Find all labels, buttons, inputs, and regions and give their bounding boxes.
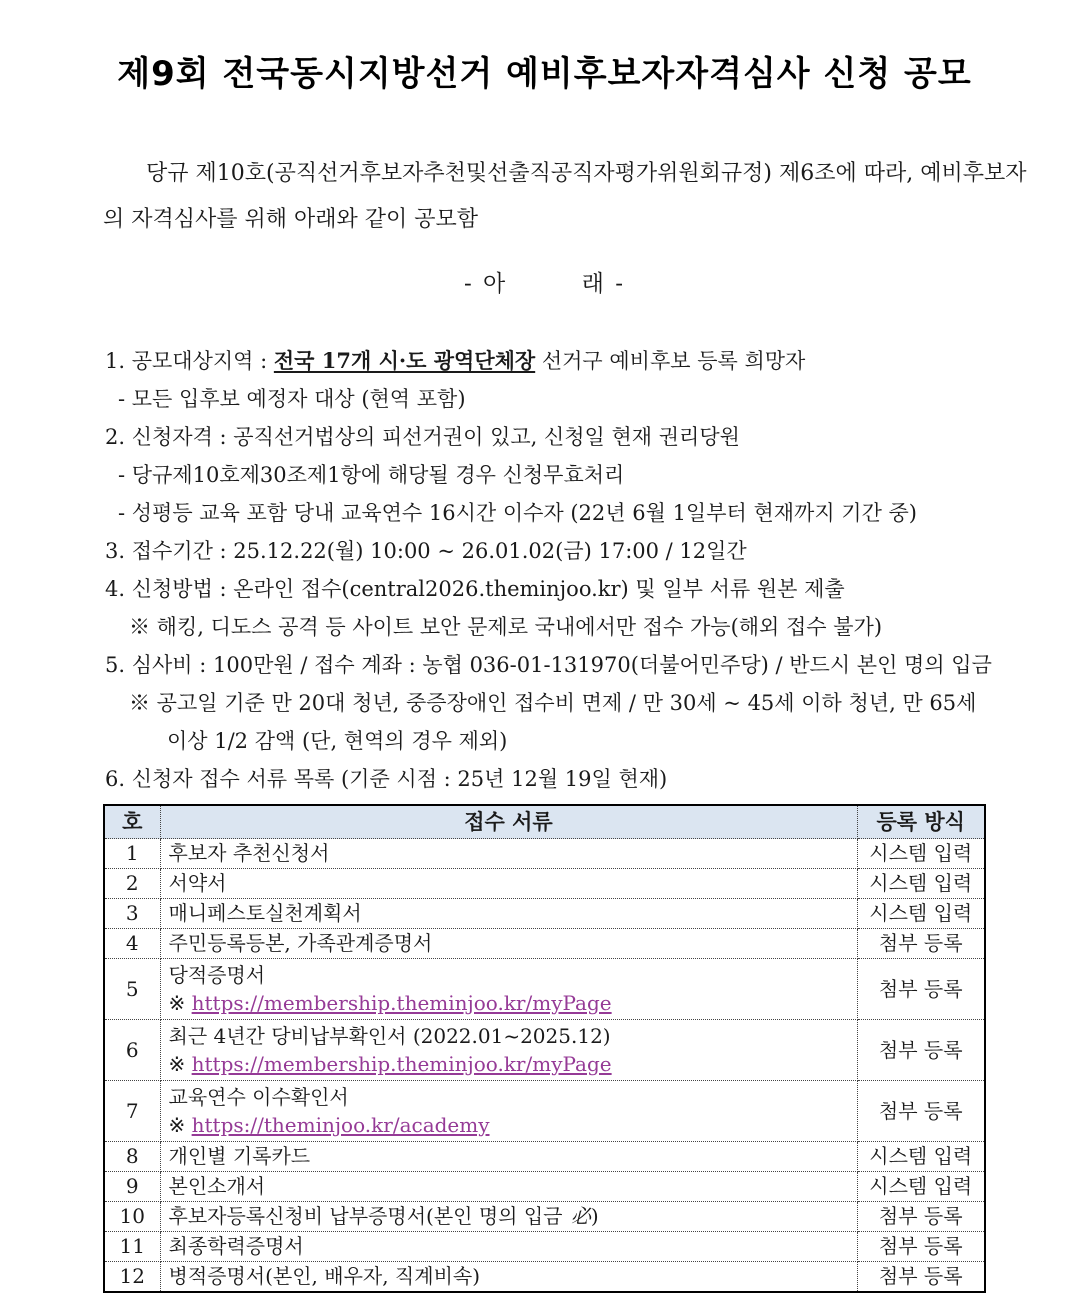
list-item-2-sub-2: - 성평등 교육 포함 당내 교육연수 16시간 이수자 (22년 6월 1일부터 현재까지 기간 중): [118, 501, 918, 525]
registration-method-cell: 첨부 등록: [857, 1020, 985, 1081]
table-header-row: [104, 805, 985, 839]
document-name-cell: [160, 1020, 857, 1081]
document-name: 최근 4년간 당비납부확인서 (2022.01~2025.12): [168, 1024, 611, 1048]
document-name: 당적증명서: [168, 963, 266, 987]
registration-method-cell: 첨부 등록: [857, 1232, 985, 1262]
intro-paragraph: [103, 151, 1027, 243]
document-name-cell: [160, 1172, 857, 1202]
document-name: 서약서: [168, 871, 227, 895]
list-item-4: 4. 신청방법 : 온라인 접수(central2026.theminjoo.kr) 및 일부 서류 원본 제출: [105, 577, 845, 601]
document-name-cell: [160, 959, 857, 1020]
document-link[interactable]: https://membership.theminjoo.kr/myPage: [191, 1052, 612, 1076]
document-name: 교육연수 이수확인서: [168, 1085, 349, 1109]
row-number-cell: 2: [104, 869, 160, 899]
list-item-2-sub-1: - 당규제10호제30조제1항에 해당될 경우 신청무효처리: [118, 463, 625, 487]
list-item-2: 2. 신청자격 : 공직선거법상의 피선거권이 있고, 신청일 현재 권리당원: [105, 425, 740, 449]
document-link[interactable]: https://theminjoo.kr/academy: [191, 1113, 490, 1137]
document-name-cell: [160, 1202, 857, 1232]
required-mark: 必: [570, 1204, 591, 1228]
table-row: [104, 1020, 985, 1081]
document-name-cell: [160, 1232, 857, 1262]
table-row: [104, 1142, 985, 1172]
document-name: 후보자 추천신청서: [168, 841, 330, 865]
list-item-3: 3. 접수기간 : 25.12.22(월) 10:00 ~ 26.01.02(금) 17:00 / 12일간: [105, 539, 747, 563]
row-number-cell: 12: [104, 1262, 160, 1293]
table-row: [104, 869, 985, 899]
table-row: [104, 1081, 985, 1142]
row-number-cell: 7: [104, 1081, 160, 1142]
intro-line-2: 의 자격심사를 위해 아래와 같이 공모함: [103, 207, 478, 232]
registration-method-cell: 첨부 등록: [857, 929, 985, 959]
document-name: 매니페스토실천계획서: [168, 901, 362, 925]
document-name: 최종학력증명서: [168, 1234, 304, 1258]
table-row: [104, 1262, 985, 1293]
table-row: [104, 839, 985, 869]
row-number-cell: 3: [104, 899, 160, 929]
header-method: 등록 방식: [857, 805, 985, 839]
registration-method-cell: 시스템 입력: [857, 899, 985, 929]
table-row: [104, 959, 985, 1020]
table-row: [104, 1202, 985, 1232]
table-row: [104, 899, 985, 929]
page-title: 제9회 전국동시지방선거 예비후보자자격심사 신청 공모: [117, 54, 972, 94]
registration-method-cell: 첨부 등록: [857, 1081, 985, 1142]
document-name: 병적증명서(본인, 배우자, 직계비속): [168, 1264, 481, 1288]
row-number-cell: 5: [104, 959, 160, 1020]
intro-line-1: 당규 제10호(공직선거후보자추천및선출직공직자평가위원회규정) 제6조에 따라, 예비후보자: [146, 161, 1027, 186]
list-item-5-note: ※ 공고일 기준 만 20대 청년, 중증장애인 접수비 면제 / 만 30세 ~ 45세 이하 청년, 만 65세: [129, 691, 977, 715]
row-number-cell: 9: [104, 1172, 160, 1202]
document-name-cell: [160, 869, 857, 899]
reference-mark: ※: [168, 1052, 192, 1076]
row-number-cell: 11: [104, 1232, 160, 1262]
notice-list: [103, 342, 992, 798]
list-item-1-prefix: 1. 공모대상지역 :: [105, 349, 274, 373]
header-document: 접수 서류: [160, 805, 857, 839]
registration-method-cell: 시스템 입력: [857, 1172, 985, 1202]
registration-method-cell: 첨부 등록: [857, 959, 985, 1020]
below-marker: - 아 래 -: [463, 271, 626, 297]
reference-mark: ※: [168, 1113, 192, 1137]
documents-table-body: [104, 839, 985, 1293]
list-item-5-note-continuation: 이상 1/2 감액 (단, 현역의 경우 제외): [167, 729, 508, 753]
table-row: [104, 1172, 985, 1202]
document-name: 후보자등록신청비 납부증명서(본인 명의 입금 必): [168, 1204, 599, 1228]
documents-table: [103, 804, 986, 1293]
registration-method-cell: 시스템 입력: [857, 1142, 985, 1172]
list-item-4-note: ※ 해킹, 디도스 공격 등 사이트 보안 문제로 국내에서만 접수 가능(해외 접수 불가): [129, 615, 883, 639]
registration-method-cell: 시스템 입력: [857, 869, 985, 899]
row-number-cell: 1: [104, 839, 160, 869]
row-number-cell: 6: [104, 1020, 160, 1081]
row-number-cell: 8: [104, 1142, 160, 1172]
row-number-cell: 4: [104, 929, 160, 959]
document-name-cell: [160, 1142, 857, 1172]
list-item-1-emphasis: 전국 17개 시·도 광역단체장: [273, 348, 536, 373]
document-name: 주민등록등본, 가족관계증명서: [168, 931, 433, 955]
list-item-6: 6. 신청자 접수 서류 목록 (기준 시점 : 25년 12월 19일 현재): [105, 767, 668, 791]
document-link[interactable]: https://membership.theminjoo.kr/myPage: [191, 991, 612, 1015]
registration-method-cell: 시스템 입력: [857, 839, 985, 869]
row-number-cell: 10: [104, 1202, 160, 1232]
document-name-cell: [160, 1262, 857, 1293]
document-name: 개인별 기록카드: [168, 1144, 311, 1168]
header-no: 호: [104, 805, 160, 839]
list-item-5: 5. 심사비 : 100만원 / 접수 계좌 : 농협 036-01-131970(더불어민주당) / 반드시 본인 명의 입금: [105, 653, 992, 677]
document-name-cell: [160, 1081, 857, 1142]
table-row: [104, 1232, 985, 1262]
document-name-cell: [160, 899, 857, 929]
list-item-1-suffix: 선거구 예비후보 등록 희망자: [535, 349, 806, 373]
list-item-1-sub: - 모든 입후보 예정자 대상 (현역 포함): [118, 387, 466, 411]
reference-mark: ※: [168, 991, 192, 1015]
document-name-cell: [160, 929, 857, 959]
registration-method-cell: 첨부 등록: [857, 1262, 985, 1293]
list-item-1: [103, 342, 986, 380]
table-row: [104, 929, 985, 959]
document-name-cell: [160, 839, 857, 869]
document-name: 본인소개서: [168, 1174, 266, 1198]
registration-method-cell: 첨부 등록: [857, 1202, 985, 1232]
